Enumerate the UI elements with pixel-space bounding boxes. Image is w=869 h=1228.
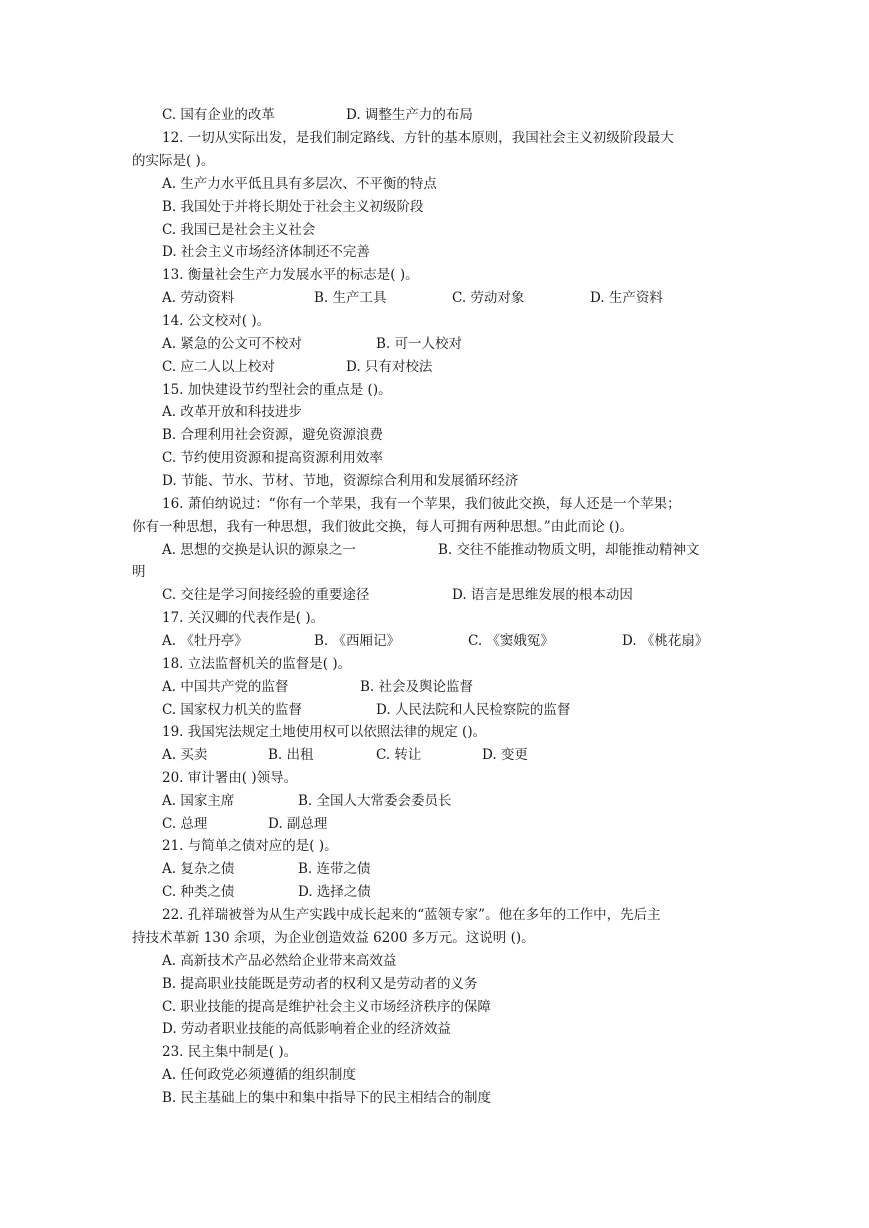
question-12-option-d: D. 社会主义市场经济体制还不完善 — [162, 244, 370, 260]
option-c: C. 国有企业的改革 — [162, 107, 275, 123]
option-c: C. 国家权力机关的监督 — [162, 702, 302, 718]
option-a: A. 思想的交换是认识的源泉之一 — [162, 542, 356, 558]
question-12-option-b: B. 我国处于并将长期处于社会主义初级阶段 — [162, 199, 424, 215]
option-c: C. 总理 — [162, 816, 208, 832]
question-23-stem: 23. 民主集中制是( )。 — [162, 1044, 298, 1060]
option-b: B. 出租 — [268, 747, 314, 763]
question-16-option-b-cont: 明 — [132, 564, 146, 580]
option-a: A. 国家主席 — [162, 793, 235, 809]
question-20-stem: 20. 审计署由( )领导。 — [162, 770, 298, 786]
option-d: D. 副总理 — [268, 816, 328, 832]
option-a: A. 买卖 — [162, 747, 208, 763]
option-c: C. 种类之债 — [162, 884, 235, 900]
question-22-option-b: B. 提高职业技能既是劳动者的权利又是劳动者的义务 — [162, 976, 478, 992]
option-a: A. 中国共产党的监督 — [162, 679, 289, 695]
option-c: C. 应二人以上校对 — [162, 359, 275, 375]
option-b: B. 交往不能推动物质文明，却能推动精神文 — [438, 542, 700, 558]
question-16-stem: 16. 萧伯纳说过：“你有一个苹果，我有一个苹果，我们彼此交换，每人还是一个苹果； — [162, 496, 681, 512]
option-c: C. 劳动对象 — [452, 290, 525, 306]
question-21-stem: 21. 与简单之债对应的是( )。 — [162, 838, 338, 854]
option-a: A. 复杂之债 — [162, 861, 235, 877]
question-18-stem: 18. 立法监督机关的监督是( )。 — [162, 656, 352, 672]
option-b: B. 《西厢记》 — [314, 633, 401, 649]
option-a: A. 紧急的公文可不校对 — [162, 336, 302, 352]
question-13-stem: 13. 衡量社会生产力发展水平的标志是( )。 — [162, 267, 419, 283]
question-12-option-c: C. 我国已是社会主义社会 — [162, 222, 316, 238]
question-17-stem: 17. 关汉卿的代表作是( )。 — [162, 610, 325, 626]
question-22-option-d: D. 劳动者职业技能的高低影响着企业的经济效益 — [162, 1021, 451, 1037]
question-15-option-d: D. 节能、节水、节材、节地，资源综合利用和发展循环经济 — [162, 473, 519, 489]
option-d: D. 选择之债 — [298, 884, 371, 900]
option-a: A. 《牡丹亭》 — [162, 633, 248, 649]
question-15-option-b: B. 合理利用社会资源，避免资源浪费 — [162, 427, 384, 443]
option-c: C. 转让 — [376, 747, 422, 763]
option-d: D. 调整生产力的布局 — [346, 107, 473, 123]
option-b: B. 连带之债 — [298, 861, 371, 877]
option-c: C. 《窦娥冤》 — [468, 633, 554, 649]
option-d: D. 生产资料 — [590, 290, 663, 306]
option-d: D. 人民法院和人民检察院的监督 — [376, 702, 571, 718]
question-22-option-a: A. 高新技术产品必然给企业带来高效益 — [162, 953, 397, 969]
option-b: B. 社会及舆论监督 — [360, 679, 474, 695]
question-12-stem: 12. 一切从实际出发，是我们制定路线、方针的基本原则，我国社会主义初级阶段最大 — [162, 130, 674, 146]
question-19-stem: 19. 我国宪法规定土地使用权可以依照法律的规定 ()。 — [162, 724, 487, 740]
option-b: B. 生产工具 — [314, 290, 387, 306]
option-b: B. 全国人大常委会委员长 — [298, 793, 452, 809]
question-23-option-a: A. 任何政党必须遵循的组织制度 — [162, 1067, 356, 1083]
option-d: D. 变更 — [482, 747, 528, 763]
option-c: C. 交往是学习间接经验的重要途径 — [162, 587, 370, 603]
option-d: D. 语言是思维发展的根本动因 — [452, 587, 633, 603]
option-a: A. 劳动资料 — [162, 290, 235, 306]
option-b: B. 可一人校对 — [376, 336, 463, 352]
question-12-option-a: A. 生产力水平低且具有多层次、不平衡的特点 — [162, 176, 437, 192]
question-16-stem-cont: 你有一种思想，我有一种思想，我们彼此交换，每人可拥有两种思想。”由此而论 ()。 — [132, 519, 633, 535]
option-d: D. 只有对校法 — [346, 359, 433, 375]
question-23-option-b: B. 民主基础上的集中和集中指导下的民主相结合的制度 — [162, 1090, 492, 1106]
question-22-stem: 22. 孔祥瑞被誉为从生产实践中成长起来的“蓝领专家”。他在多年的工作中，先后主 — [162, 907, 661, 923]
question-22-option-c: C. 职业技能的提高是维护社会主义市场经济秩序的保障 — [162, 999, 491, 1015]
question-15-stem: 15. 加快建设节约型社会的重点是 ()。 — [162, 382, 392, 398]
option-d: D. 《桃花扇》 — [622, 633, 709, 649]
question-15-option-c: C. 节约使用资源和提高资源利用效率 — [162, 450, 383, 466]
question-22-stem-cont: 持技术革新 130 余项，为企业创造效益 6200 多万元。这说明 ()。 — [132, 930, 535, 946]
question-14-stem: 14. 公文校对( )。 — [162, 313, 271, 329]
question-12-stem-cont: 的实际是( )。 — [132, 153, 215, 169]
question-15-option-a: A. 改革开放和科技进步 — [162, 404, 302, 420]
